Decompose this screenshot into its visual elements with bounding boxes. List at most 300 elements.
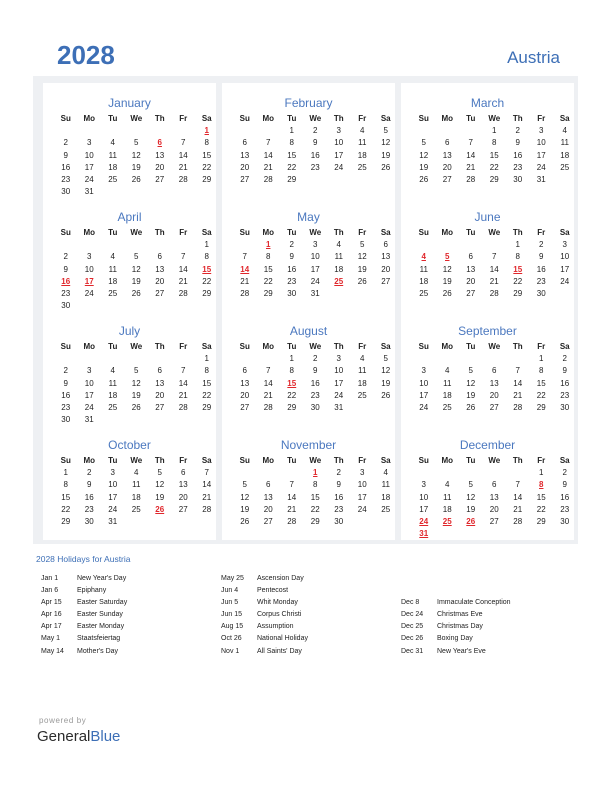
day-cell[interactable]: 24: [84, 174, 94, 184]
day-cell[interactable]: 15: [263, 264, 273, 274]
day-cell[interactable]: 26: [381, 162, 391, 172]
day-cell[interactable]: 29: [536, 402, 546, 412]
day-cell[interactable]: 2: [562, 468, 567, 478]
day-cell[interactable]: 11: [334, 252, 343, 262]
day-cell[interactable]: 11: [381, 480, 390, 490]
day-cell[interactable]: 11: [443, 492, 452, 502]
day-cell[interactable]: 11: [358, 138, 367, 148]
day-cell[interactable]: 12: [419, 150, 429, 160]
day-cell[interactable]: 6: [181, 468, 186, 478]
day-cell[interactable]: 27: [178, 504, 188, 514]
day-cell[interactable]: 23: [287, 276, 297, 286]
day-cell[interactable]: 1: [539, 354, 544, 364]
day-cell[interactable]: 10: [84, 150, 94, 160]
day-cell[interactable]: 4: [383, 468, 388, 478]
day-cell[interactable]: 6: [157, 366, 162, 376]
day-cell[interactable]: 23: [560, 504, 570, 514]
day-cell[interactable]: 5: [468, 480, 473, 490]
holiday-day-cell[interactable]: 24: [419, 516, 429, 526]
day-cell[interactable]: 4: [445, 366, 450, 376]
day-cell[interactable]: 24: [357, 504, 367, 514]
day-cell[interactable]: 1: [289, 126, 294, 136]
day-cell[interactable]: 12: [131, 150, 141, 160]
day-cell[interactable]: 10: [334, 366, 344, 376]
day-cell[interactable]: 11: [443, 378, 452, 388]
holiday-day-cell[interactable]: 1: [313, 468, 318, 478]
day-cell[interactable]: 24: [334, 162, 344, 172]
day-cell[interactable]: 27: [155, 288, 165, 298]
day-cell[interactable]: 9: [63, 378, 68, 388]
day-cell[interactable]: 28: [263, 174, 273, 184]
day-cell[interactable]: 19: [466, 504, 476, 514]
day-cell[interactable]: 5: [360, 240, 365, 250]
day-cell[interactable]: 18: [381, 492, 391, 502]
day-cell[interactable]: 30: [84, 516, 94, 526]
day-cell[interactable]: 23: [84, 504, 94, 514]
day-cell[interactable]: 9: [313, 138, 318, 148]
day-cell[interactable]: 11: [358, 366, 367, 376]
day-cell[interactable]: 28: [466, 174, 476, 184]
day-cell[interactable]: 19: [131, 390, 141, 400]
day-cell[interactable]: 5: [134, 366, 139, 376]
day-cell[interactable]: 9: [63, 150, 68, 160]
day-cell[interactable]: 3: [336, 126, 341, 136]
day-cell[interactable]: 24: [310, 276, 320, 286]
day-cell[interactable]: 2: [336, 468, 341, 478]
day-cell[interactable]: 11: [108, 264, 117, 274]
day-cell[interactable]: 18: [108, 276, 118, 286]
day-cell[interactable]: 26: [131, 288, 141, 298]
day-cell[interactable]: 21: [178, 276, 188, 286]
holiday-day-cell[interactable]: 14: [240, 264, 250, 274]
day-cell[interactable]: 11: [419, 264, 428, 274]
day-cell[interactable]: 22: [513, 276, 523, 286]
day-cell[interactable]: 1: [63, 468, 68, 478]
day-cell[interactable]: 2: [63, 138, 68, 148]
day-cell[interactable]: 30: [560, 402, 570, 412]
day-cell[interactable]: 24: [108, 504, 118, 514]
day-cell[interactable]: 7: [266, 138, 271, 148]
day-cell[interactable]: 12: [466, 492, 476, 502]
day-cell[interactable]: 7: [515, 366, 520, 376]
day-cell[interactable]: 3: [336, 354, 341, 364]
day-cell[interactable]: 16: [310, 378, 320, 388]
day-cell[interactable]: 2: [313, 126, 318, 136]
day-cell[interactable]: 12: [131, 264, 141, 274]
day-cell[interactable]: 29: [310, 516, 320, 526]
day-cell[interactable]: 14: [287, 492, 297, 502]
day-cell[interactable]: 20: [466, 276, 476, 286]
day-cell[interactable]: 16: [61, 162, 71, 172]
day-cell[interactable]: 20: [263, 504, 273, 514]
day-cell[interactable]: 5: [383, 126, 388, 136]
day-cell[interactable]: 3: [421, 366, 426, 376]
day-cell[interactable]: 15: [536, 378, 546, 388]
day-cell[interactable]: 5: [383, 354, 388, 364]
day-cell[interactable]: 3: [539, 126, 544, 136]
day-cell[interactable]: 21: [287, 504, 297, 514]
day-cell[interactable]: 23: [61, 402, 71, 412]
day-cell[interactable]: 23: [560, 390, 570, 400]
day-cell[interactable]: 3: [313, 240, 318, 250]
day-cell[interactable]: 13: [381, 252, 391, 262]
day-cell[interactable]: 18: [334, 264, 344, 274]
day-cell[interactable]: 13: [240, 378, 250, 388]
day-cell[interactable]: 15: [202, 150, 212, 160]
day-cell[interactable]: 21: [178, 390, 188, 400]
day-cell[interactable]: 13: [442, 150, 452, 160]
day-cell[interactable]: 23: [513, 162, 523, 172]
day-cell[interactable]: 17: [310, 264, 320, 274]
day-cell[interactable]: 3: [87, 252, 92, 262]
day-cell[interactable]: 31: [84, 187, 94, 197]
day-cell[interactable]: 28: [287, 516, 297, 526]
day-cell[interactable]: 12: [381, 138, 391, 148]
day-cell[interactable]: 1: [515, 240, 520, 250]
day-cell[interactable]: 8: [204, 252, 209, 262]
day-cell[interactable]: 22: [61, 504, 71, 514]
day-cell[interactable]: 14: [489, 264, 499, 274]
day-cell[interactable]: 29: [202, 174, 212, 184]
day-cell[interactable]: 18: [442, 504, 452, 514]
holiday-day-cell[interactable]: 15: [202, 264, 212, 274]
day-cell[interactable]: 6: [445, 138, 450, 148]
holiday-day-cell[interactable]: 16: [61, 276, 71, 286]
day-cell[interactable]: 2: [313, 354, 318, 364]
day-cell[interactable]: 4: [360, 126, 365, 136]
day-cell[interactable]: 25: [357, 390, 367, 400]
day-cell[interactable]: 10: [419, 492, 429, 502]
day-cell[interactable]: 8: [63, 480, 68, 490]
day-cell[interactable]: 17: [334, 150, 344, 160]
day-cell[interactable]: 3: [87, 138, 92, 148]
day-cell[interactable]: 2: [289, 240, 294, 250]
day-cell[interactable]: 25: [560, 162, 570, 172]
day-cell[interactable]: 12: [131, 378, 141, 388]
holiday-day-cell[interactable]: 5: [445, 252, 450, 262]
day-cell[interactable]: 17: [560, 264, 570, 274]
day-cell[interactable]: 26: [357, 276, 367, 286]
day-cell[interactable]: 28: [178, 174, 188, 184]
day-cell[interactable]: 13: [155, 150, 165, 160]
holiday-day-cell[interactable]: 26: [155, 504, 165, 514]
day-cell[interactable]: 26: [131, 174, 141, 184]
day-cell[interactable]: 28: [513, 402, 523, 412]
day-cell[interactable]: 21: [178, 162, 188, 172]
day-cell[interactable]: 15: [536, 492, 546, 502]
day-cell[interactable]: 8: [204, 366, 209, 376]
day-cell[interactable]: 2: [63, 366, 68, 376]
day-cell[interactable]: 8: [266, 252, 271, 262]
day-cell[interactable]: 25: [108, 174, 118, 184]
day-cell[interactable]: 14: [178, 264, 188, 274]
day-cell[interactable]: 4: [562, 126, 567, 136]
holiday-day-cell[interactable]: 31: [419, 529, 429, 539]
day-cell[interactable]: 16: [84, 492, 94, 502]
day-cell[interactable]: 10: [334, 138, 344, 148]
day-cell[interactable]: 10: [108, 480, 118, 490]
day-cell[interactable]: 26: [419, 174, 429, 184]
day-cell[interactable]: 10: [419, 378, 429, 388]
day-cell[interactable]: 28: [178, 402, 188, 412]
day-cell[interactable]: 14: [263, 150, 273, 160]
holiday-day-cell[interactable]: 6: [157, 138, 162, 148]
day-cell[interactable]: 25: [419, 288, 429, 298]
day-cell[interactable]: 30: [334, 516, 344, 526]
day-cell[interactable]: 20: [381, 264, 391, 274]
day-cell[interactable]: 12: [442, 264, 452, 274]
day-cell[interactable]: 31: [310, 288, 320, 298]
holiday-day-cell[interactable]: 15: [287, 378, 297, 388]
day-cell[interactable]: 24: [560, 276, 570, 286]
day-cell[interactable]: 2: [539, 240, 544, 250]
day-cell[interactable]: 27: [489, 516, 499, 526]
day-cell[interactable]: 10: [357, 480, 367, 490]
day-cell[interactable]: 5: [134, 138, 139, 148]
day-cell[interactable]: 19: [131, 276, 141, 286]
day-cell[interactable]: 16: [560, 492, 570, 502]
day-cell[interactable]: 20: [489, 504, 499, 514]
day-cell[interactable]: 26: [131, 402, 141, 412]
day-cell[interactable]: 20: [442, 162, 452, 172]
day-cell[interactable]: 22: [536, 504, 546, 514]
day-cell[interactable]: 19: [419, 162, 429, 172]
day-cell[interactable]: 11: [108, 378, 117, 388]
day-cell[interactable]: 8: [515, 252, 520, 262]
day-cell[interactable]: 3: [562, 240, 567, 250]
day-cell[interactable]: 13: [263, 492, 273, 502]
day-cell[interactable]: 17: [84, 390, 94, 400]
day-cell[interactable]: 27: [240, 402, 250, 412]
day-cell[interactable]: 8: [313, 480, 318, 490]
day-cell[interactable]: 18: [108, 390, 118, 400]
day-cell[interactable]: 30: [513, 174, 523, 184]
day-cell[interactable]: 31: [108, 516, 118, 526]
day-cell[interactable]: 1: [204, 354, 209, 364]
day-cell[interactable]: 21: [513, 504, 523, 514]
day-cell[interactable]: 26: [381, 390, 391, 400]
day-cell[interactable]: 25: [131, 504, 141, 514]
day-cell[interactable]: 25: [442, 402, 452, 412]
day-cell[interactable]: 27: [155, 402, 165, 412]
day-cell[interactable]: 22: [489, 162, 499, 172]
day-cell[interactable]: 29: [287, 402, 297, 412]
day-cell[interactable]: 16: [61, 390, 71, 400]
day-cell[interactable]: 17: [419, 390, 429, 400]
day-cell[interactable]: 9: [289, 252, 294, 262]
day-cell[interactable]: 11: [560, 138, 569, 148]
day-cell[interactable]: 19: [240, 504, 250, 514]
day-cell[interactable]: 7: [289, 480, 294, 490]
day-cell[interactable]: 17: [536, 150, 546, 160]
holiday-day-cell[interactable]: 1: [204, 126, 209, 136]
day-cell[interactable]: 7: [492, 252, 497, 262]
day-cell[interactable]: 21: [489, 276, 499, 286]
holiday-day-cell[interactable]: 26: [466, 516, 476, 526]
day-cell[interactable]: 23: [61, 288, 71, 298]
day-cell[interactable]: 21: [466, 162, 476, 172]
day-cell[interactable]: 29: [61, 516, 71, 526]
day-cell[interactable]: 10: [310, 252, 320, 262]
day-cell[interactable]: 9: [87, 480, 92, 490]
day-cell[interactable]: 13: [155, 264, 165, 274]
day-cell[interactable]: 15: [202, 378, 212, 388]
day-cell[interactable]: 7: [242, 252, 247, 262]
holiday-day-cell[interactable]: 4: [421, 252, 426, 262]
day-cell[interactable]: 6: [383, 240, 388, 250]
day-cell[interactable]: 28: [513, 516, 523, 526]
day-cell[interactable]: 4: [360, 354, 365, 364]
day-cell[interactable]: 22: [536, 390, 546, 400]
day-cell[interactable]: 1: [492, 126, 497, 136]
day-cell[interactable]: 28: [202, 504, 212, 514]
day-cell[interactable]: 30: [61, 415, 71, 425]
day-cell[interactable]: 9: [63, 264, 68, 274]
day-cell[interactable]: 2: [63, 252, 68, 262]
day-cell[interactable]: 10: [560, 252, 570, 262]
day-cell[interactable]: 24: [84, 288, 94, 298]
day-cell[interactable]: 18: [442, 390, 452, 400]
day-cell[interactable]: 10: [536, 138, 546, 148]
day-cell[interactable]: 20: [240, 390, 250, 400]
day-cell[interactable]: 18: [108, 162, 118, 172]
day-cell[interactable]: 8: [539, 366, 544, 376]
day-cell[interactable]: 30: [61, 187, 71, 197]
day-cell[interactable]: 22: [263, 276, 273, 286]
day-cell[interactable]: 18: [357, 378, 367, 388]
day-cell[interactable]: 7: [266, 366, 271, 376]
day-cell[interactable]: 29: [202, 402, 212, 412]
day-cell[interactable]: 9: [313, 366, 318, 376]
holiday-day-cell[interactable]: 17: [84, 276, 94, 286]
day-cell[interactable]: 9: [562, 480, 567, 490]
day-cell[interactable]: 12: [240, 492, 250, 502]
day-cell[interactable]: 17: [334, 378, 344, 388]
day-cell[interactable]: 19: [381, 378, 391, 388]
day-cell[interactable]: 30: [560, 516, 570, 526]
day-cell[interactable]: 27: [489, 402, 499, 412]
day-cell[interactable]: 19: [131, 162, 141, 172]
day-cell[interactable]: 22: [202, 390, 212, 400]
day-cell[interactable]: 27: [155, 174, 165, 184]
day-cell[interactable]: 19: [381, 150, 391, 160]
day-cell[interactable]: 3: [421, 480, 426, 490]
day-cell[interactable]: 27: [240, 174, 250, 184]
day-cell[interactable]: 27: [466, 288, 476, 298]
day-cell[interactable]: 15: [61, 492, 71, 502]
day-cell[interactable]: 28: [240, 288, 250, 298]
day-cell[interactable]: 17: [357, 492, 367, 502]
holiday-day-cell[interactable]: 15: [513, 264, 523, 274]
day-cell[interactable]: 4: [110, 366, 115, 376]
day-cell[interactable]: 12: [357, 252, 367, 262]
day-cell[interactable]: 9: [539, 252, 544, 262]
day-cell[interactable]: 9: [562, 366, 567, 376]
day-cell[interactable]: 3: [110, 468, 115, 478]
day-cell[interactable]: 6: [492, 366, 497, 376]
holiday-day-cell[interactable]: 1: [266, 240, 271, 250]
day-cell[interactable]: 29: [536, 516, 546, 526]
day-cell[interactable]: 5: [468, 366, 473, 376]
day-cell[interactable]: 29: [489, 174, 499, 184]
day-cell[interactable]: 7: [515, 480, 520, 490]
day-cell[interactable]: 16: [287, 264, 297, 274]
day-cell[interactable]: 14: [178, 150, 188, 160]
day-cell[interactable]: 7: [204, 468, 209, 478]
day-cell[interactable]: 18: [131, 492, 141, 502]
day-cell[interactable]: 22: [287, 390, 297, 400]
day-cell[interactable]: 15: [489, 150, 499, 160]
day-cell[interactable]: 28: [263, 402, 273, 412]
day-cell[interactable]: 5: [134, 252, 139, 262]
day-cell[interactable]: 7: [468, 138, 473, 148]
day-cell[interactable]: 8: [289, 366, 294, 376]
day-cell[interactable]: 22: [287, 162, 297, 172]
day-cell[interactable]: 14: [466, 150, 476, 160]
day-cell[interactable]: 2: [562, 354, 567, 364]
day-cell[interactable]: 12: [381, 366, 391, 376]
day-cell[interactable]: 13: [466, 264, 476, 274]
day-cell[interactable]: 16: [310, 150, 320, 160]
day-cell[interactable]: 28: [489, 288, 499, 298]
day-cell[interactable]: 29: [263, 288, 273, 298]
day-cell[interactable]: 19: [442, 276, 452, 286]
day-cell[interactable]: 31: [334, 402, 344, 412]
day-cell[interactable]: 8: [492, 138, 497, 148]
day-cell[interactable]: 11: [108, 150, 117, 160]
day-cell[interactable]: 18: [560, 150, 570, 160]
day-cell[interactable]: 22: [202, 162, 212, 172]
day-cell[interactable]: 4: [110, 252, 115, 262]
day-cell[interactable]: 9: [515, 138, 520, 148]
day-cell[interactable]: 3: [360, 468, 365, 478]
day-cell[interactable]: 6: [242, 138, 247, 148]
holiday-day-cell[interactable]: 25: [334, 276, 344, 286]
day-cell[interactable]: 8: [289, 138, 294, 148]
day-cell[interactable]: 30: [287, 288, 297, 298]
day-cell[interactable]: 5: [242, 480, 247, 490]
day-cell[interactable]: 18: [419, 276, 429, 286]
day-cell[interactable]: 14: [513, 378, 523, 388]
day-cell[interactable]: 19: [155, 492, 165, 502]
day-cell[interactable]: 6: [266, 480, 271, 490]
day-cell[interactable]: 11: [132, 480, 141, 490]
day-cell[interactable]: 17: [84, 162, 94, 172]
day-cell[interactable]: 19: [466, 390, 476, 400]
day-cell[interactable]: 20: [489, 390, 499, 400]
day-cell[interactable]: 2: [515, 126, 520, 136]
day-cell[interactable]: 27: [442, 174, 452, 184]
day-cell[interactable]: 1: [289, 354, 294, 364]
day-cell[interactable]: 13: [489, 492, 499, 502]
day-cell[interactable]: 23: [310, 390, 320, 400]
day-cell[interactable]: 23: [310, 162, 320, 172]
day-cell[interactable]: 16: [536, 264, 546, 274]
day-cell[interactable]: 16: [513, 150, 523, 160]
day-cell[interactable]: 21: [240, 276, 250, 286]
day-cell[interactable]: 5: [157, 468, 162, 478]
day-cell[interactable]: 19: [357, 264, 367, 274]
day-cell[interactable]: 2: [87, 468, 92, 478]
day-cell[interactable]: 20: [240, 162, 250, 172]
day-cell[interactable]: 8: [204, 138, 209, 148]
day-cell[interactable]: 14: [513, 492, 523, 502]
day-cell[interactable]: 21: [513, 390, 523, 400]
day-cell[interactable]: 30: [310, 402, 320, 412]
day-cell[interactable]: 6: [468, 252, 473, 262]
day-cell[interactable]: 6: [242, 366, 247, 376]
day-cell[interactable]: 14: [178, 378, 188, 388]
